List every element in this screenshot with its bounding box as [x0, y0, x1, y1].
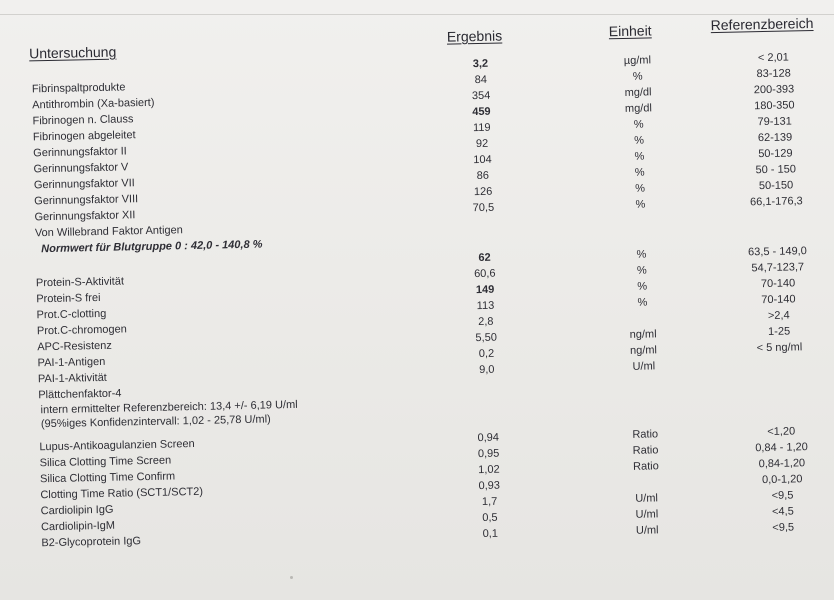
- row-value: 0,5: [482, 511, 498, 525]
- row-value: 62: [478, 251, 491, 265]
- row-name: Plättchenfaktor-4: [38, 387, 122, 402]
- row-unit: %: [636, 248, 647, 261]
- row-value: 92: [475, 137, 489, 151]
- row-ref: 50-150: [758, 179, 794, 193]
- header-referenzbereich: Referenzbereich: [710, 14, 814, 34]
- row-ref: < 2,01: [757, 51, 789, 65]
- row-ref: 79-131: [757, 115, 792, 129]
- row-value: 86: [476, 169, 490, 183]
- row-ref: 54,7-123,7: [751, 261, 805, 275]
- row-name: Prot.C-chromogen: [36, 323, 127, 338]
- row-unit: Ratio: [632, 428, 659, 441]
- row-ref: 0,84-1,20: [758, 457, 806, 471]
- row-name: Protein-S frei: [36, 291, 101, 306]
- header-ergebnis: Ergebnis: [446, 27, 503, 45]
- row-name: Protein-S-Aktivität: [35, 275, 125, 290]
- row-unit: [617, 212, 665, 213]
- row-value: 1,02: [478, 463, 500, 477]
- normwert-note: Normwert für Blutgruppe 0 : 42,0 - 140,8 %: [41, 238, 263, 256]
- row-ref: <9,5: [771, 489, 794, 502]
- row-unit: %: [637, 296, 648, 309]
- row-name: APC-Resistenz: [37, 339, 112, 354]
- row-ref: 180-350: [754, 99, 795, 113]
- row-ref: < 5 ng/ml: [756, 341, 803, 355]
- row-value: 149: [475, 283, 495, 297]
- row-name: Fibrinogen n. Clauss: [32, 113, 134, 128]
- row-ref: <9,5: [772, 521, 795, 534]
- row-unit: U/ml: [635, 492, 659, 505]
- row-unit: Ratio: [632, 460, 659, 473]
- row-ref: 0,0-1,20: [761, 473, 803, 487]
- row-name: Von Willebrand Faktor Antigen: [34, 224, 183, 240]
- row-value: 70,5: [472, 201, 495, 215]
- row-unit: %: [633, 118, 644, 131]
- row-unit: U/ml: [635, 524, 659, 537]
- row-name: Silica Clotting Time Screen: [39, 454, 172, 470]
- row-name: Antithrombin (Xa-basiert): [32, 96, 155, 112]
- row-name: B2-Glycoprotein IgG: [41, 535, 142, 550]
- intern-reference-note: [40, 398, 298, 431]
- row-unit: mg/dl: [624, 86, 652, 99]
- row-name: Cardiolipin-IgM: [40, 519, 116, 534]
- row-value: 126: [473, 185, 493, 199]
- row-value: 9,0: [479, 363, 495, 377]
- row-ref: >2,4: [767, 309, 790, 322]
- row-value: 104: [473, 153, 492, 167]
- row-unit: %: [637, 280, 648, 293]
- row-unit: ng/ml: [629, 328, 657, 341]
- row-name: Clotting Time Ratio (SCT1/SCT2): [40, 485, 204, 502]
- row-name: Lupus-Antikoagulanzien Screen: [39, 438, 195, 454]
- row-value: 0,1: [482, 527, 499, 541]
- row-name: Prot.C-clotting: [36, 307, 107, 322]
- row-value: 459: [472, 105, 491, 119]
- header-untersuchung: Untersuchung: [28, 43, 117, 62]
- row-unit: %: [634, 134, 645, 147]
- row-name: Gerinnungsfaktor XII: [34, 209, 136, 224]
- row-ref: 63,5 - 149,0: [747, 245, 807, 259]
- intern-note-line1: intern ermittelter Referenzbereich: 13,4 +/- 6,19 U/ml: [40, 398, 298, 417]
- row-ref: 70-140: [760, 277, 796, 291]
- row-name: Fibrinogen abgeleitet: [32, 129, 136, 144]
- row-value: 119: [472, 121, 491, 135]
- row-unit: ng/ml: [629, 344, 658, 357]
- row-value: 0,94: [477, 431, 500, 445]
- row-name: Gerinnungsfaktor II: [33, 145, 127, 160]
- row-unit: %: [635, 182, 646, 195]
- row-unit: %: [634, 150, 645, 163]
- row-value: 113: [476, 299, 495, 313]
- row-ref: 62-139: [757, 131, 793, 145]
- row-ref: 70-140: [761, 293, 796, 307]
- row-value: 84: [474, 73, 488, 87]
- row-value: 5,50: [475, 331, 498, 345]
- row-unit: %: [635, 198, 646, 211]
- row-unit: [622, 474, 670, 475]
- row-unit: [619, 310, 667, 311]
- row-unit: %: [636, 264, 647, 277]
- row-value: 60,6: [474, 267, 496, 281]
- row-name: Gerinnungsfaktor VIII: [34, 193, 139, 208]
- row-value: 1,7: [481, 495, 498, 509]
- row-unit: [620, 374, 668, 375]
- row-name: Gerinnungsfaktor V: [33, 161, 129, 176]
- header-einheit: Einheit: [608, 22, 652, 40]
- row-ref: 66,1-176,3: [749, 195, 803, 209]
- row-unit: µg/ml: [623, 54, 652, 67]
- row-unit: U/ml: [632, 360, 656, 373]
- row-unit: U/ml: [635, 508, 659, 521]
- row-ref: 50 - 150: [755, 163, 797, 177]
- row-unit: mg/dl: [624, 102, 652, 115]
- row-name: PAI-1-Antigen: [37, 355, 106, 370]
- row-unit: %: [632, 70, 643, 83]
- row-value: 0,95: [477, 447, 500, 461]
- row-name: Silica Clotting Time Confirm: [39, 470, 176, 486]
- row-name: Gerinnungsfaktor VII: [33, 177, 135, 192]
- row-ref: 50-129: [758, 147, 793, 161]
- row-ref: 0,84 - 1,20: [755, 441, 808, 455]
- row-ref: <1,20: [767, 425, 796, 439]
- row-ref: <4,5: [771, 505, 794, 518]
- row-value: 0,93: [478, 479, 501, 493]
- row-name: Cardiolipin IgG: [40, 503, 114, 518]
- row-name: PAI-1-Aktivität: [37, 371, 107, 386]
- row-value: 0,2: [478, 347, 495, 361]
- row-unit: %: [634, 166, 645, 179]
- row-ref: 1-25: [767, 325, 791, 338]
- row-value: 3,2: [472, 57, 489, 71]
- row-ref: 83-128: [756, 67, 791, 81]
- intern-note-line2: (95%iges Konfidenzintervall: 1,02 - 25,78 U/ml): [40, 413, 271, 431]
- paper-speck: [290, 576, 293, 579]
- row-ref: 200-393: [753, 83, 795, 97]
- row-value: [470, 378, 504, 379]
- row-unit: Ratio: [632, 444, 659, 457]
- row-name: Fibrinspaltprodukte: [31, 81, 126, 96]
- row-value: [467, 216, 501, 217]
- row-value: 354: [471, 89, 491, 103]
- row-value: 2,8: [478, 315, 494, 329]
